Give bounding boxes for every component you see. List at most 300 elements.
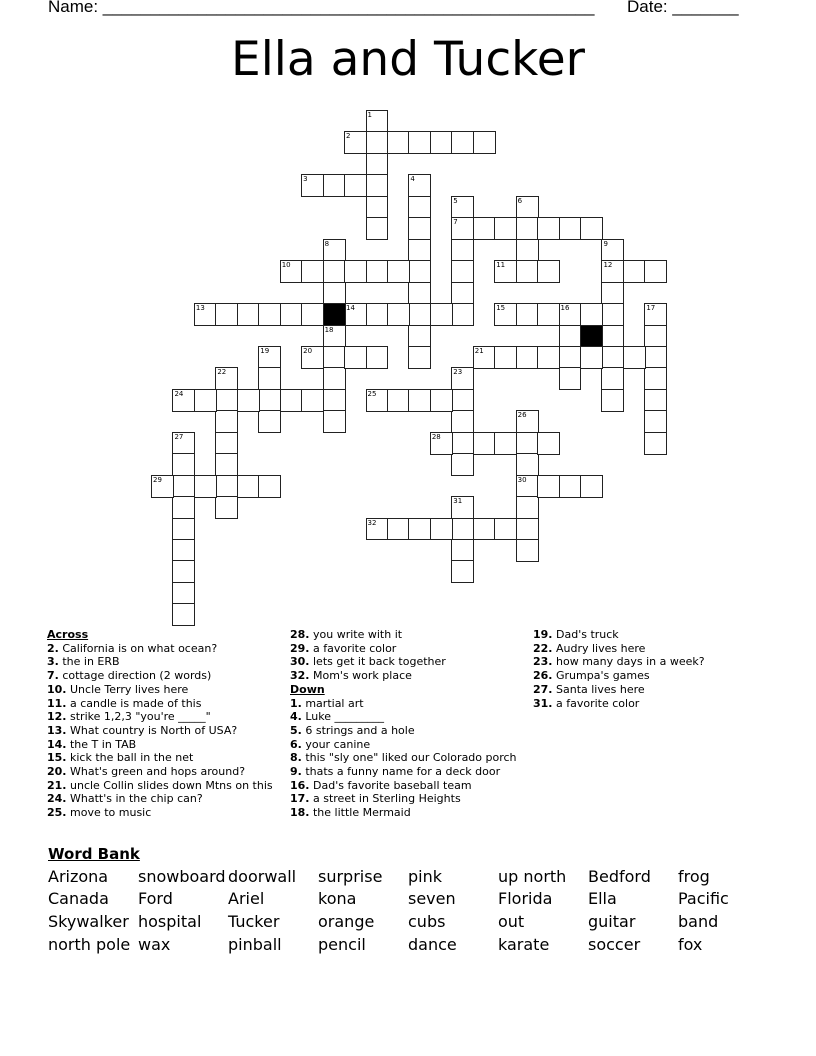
clue-number: 8 (324, 239, 330, 248)
crossword-cell[interactable] (473, 346, 496, 369)
crossword-cell[interactable] (323, 410, 346, 433)
crossword-cell[interactable] (451, 518, 474, 541)
crossword-cell[interactable] (366, 174, 389, 197)
crossword-cell[interactable] (644, 389, 667, 412)
clue-text: thats a funny name for a deck door (301, 765, 501, 779)
clues-column-3 (533, 628, 778, 710)
crossword-cell[interactable] (408, 174, 431, 197)
crossword-cell[interactable] (194, 475, 217, 498)
crossword-cell[interactable] (280, 389, 303, 412)
clue-item (290, 724, 535, 738)
crossword-cell[interactable] (516, 496, 539, 519)
crossword-cell[interactable] (258, 475, 281, 498)
word-bank-item: Canada (48, 889, 109, 908)
crossword-cell[interactable] (366, 217, 389, 240)
clue-number: 23. (533, 655, 553, 669)
crossword-cell[interactable] (301, 303, 324, 326)
crossword-cell[interactable] (601, 303, 624, 326)
crossword-cell[interactable] (344, 303, 367, 326)
word-bank-item: kona (318, 889, 357, 908)
crossword-cell[interactable] (323, 239, 346, 262)
crossword-cell[interactable] (559, 475, 582, 498)
crossword-cell[interactable] (408, 346, 431, 369)
clue-number: 7 (453, 218, 458, 227)
clue-text: uncle Collin slides down Mtns on this (66, 778, 273, 792)
crossword-cell[interactable] (408, 518, 431, 541)
word-bank-item: seven (408, 889, 456, 908)
clue-number: 9 (603, 239, 608, 248)
crossword-cell[interactable] (516, 346, 539, 369)
clue-number: 15 (496, 304, 506, 313)
clue-text: move to music (66, 806, 152, 820)
clue-number: 26 (517, 411, 527, 420)
crossword-cell[interactable] (387, 518, 410, 541)
clue-number: 13 (195, 304, 205, 313)
clue-number: 1. (290, 696, 302, 710)
clue-number: 20. (47, 765, 67, 779)
word-bank-item: wax (138, 935, 171, 954)
crossword-cell[interactable] (537, 475, 560, 498)
crossword-cell[interactable] (451, 239, 474, 262)
clue-number: 4. (290, 710, 302, 724)
crossword-cell[interactable] (301, 174, 324, 197)
crossword-cell[interactable] (601, 389, 624, 412)
word-bank-item: Ella (588, 889, 617, 908)
clue-number: 12. (47, 710, 67, 724)
crossword-cell[interactable] (473, 217, 496, 240)
clue-number: 31. (533, 696, 553, 710)
clue-number: 12 (603, 261, 613, 270)
crossword-cell[interactable] (366, 153, 389, 176)
crossword-cell[interactable] (537, 260, 560, 283)
crossword-cell[interactable] (430, 303, 453, 326)
crossword-cell[interactable] (580, 217, 603, 240)
clue-number: 32. (290, 669, 310, 683)
word-bank-item: karate (498, 935, 550, 954)
crossword-cell[interactable] (172, 453, 195, 476)
clue-number: 22 (217, 368, 227, 377)
clue-number: 16 (560, 304, 570, 313)
clue-item (290, 738, 535, 752)
clue-text: how many days in a week? (552, 655, 705, 669)
crossword-cell[interactable] (215, 496, 238, 519)
clue-item (290, 779, 535, 793)
crossword-cell[interactable] (323, 282, 346, 305)
crossword-cell[interactable] (387, 389, 410, 412)
crossword-cell[interactable] (494, 260, 517, 283)
clue-text: martial art (301, 696, 364, 710)
clue-number: 26. (533, 669, 553, 683)
crossword-cell[interactable] (258, 303, 281, 326)
crossword-cell[interactable] (408, 389, 431, 412)
clue-text: a favorite color (552, 696, 640, 710)
crossword-cell[interactable] (215, 475, 238, 498)
crossword-cell[interactable] (323, 260, 346, 283)
crossword-cell[interactable] (387, 303, 410, 326)
crossword-cell[interactable] (559, 367, 582, 390)
crossword-cell[interactable] (516, 539, 539, 562)
crossword-cell[interactable] (172, 582, 195, 605)
crossword-cell[interactable] (644, 346, 667, 369)
clue-number: 11. (47, 696, 67, 710)
crossword-cell[interactable] (644, 367, 667, 390)
crossword-cell[interactable] (623, 346, 646, 369)
crossword-cell[interactable] (430, 131, 453, 154)
crossword-cell[interactable] (430, 432, 453, 455)
crossword-cell[interactable] (559, 303, 582, 326)
word-bank-item: orange (318, 912, 375, 931)
crossword-cell[interactable] (537, 303, 560, 326)
crossword-cell[interactable] (451, 282, 474, 305)
clue-number: 28. (290, 628, 310, 641)
across-heading: Across (47, 628, 89, 641)
crossword-cell[interactable] (215, 389, 238, 412)
crossword-cell[interactable] (408, 282, 431, 305)
crossword-cell[interactable] (323, 325, 346, 348)
clue-item (290, 697, 535, 711)
crossword-cell[interactable] (580, 346, 603, 369)
crossword-cell[interactable] (366, 260, 389, 283)
clue-number: 11 (496, 261, 506, 270)
clue-item (47, 655, 292, 669)
down-heading: Down (290, 682, 325, 696)
crossword-cell[interactable] (344, 346, 367, 369)
word-bank-item: north pole (48, 935, 131, 954)
crossword-cell[interactable] (172, 539, 195, 562)
clue-item (533, 642, 778, 656)
clue-number: 3. (47, 655, 59, 669)
crossword-cell[interactable] (237, 475, 260, 498)
crossword-cell[interactable] (516, 410, 539, 433)
word-bank-item: Pacific (678, 889, 729, 908)
crossword-cell[interactable] (451, 496, 474, 519)
crossword-cell[interactable] (580, 475, 603, 498)
crossword-cell[interactable] (258, 367, 281, 390)
crossword-cell[interactable] (516, 260, 539, 283)
clue-item (533, 628, 778, 642)
crossword-cell[interactable] (623, 260, 646, 283)
clue-number: 28 (431, 432, 441, 441)
clue-text: Mom's work place (309, 669, 412, 683)
word-bank-item: pencil (318, 935, 366, 954)
clue-number: 13. (47, 723, 67, 737)
black-square (580, 325, 603, 348)
clue-item (290, 806, 535, 820)
clue-item (290, 669, 535, 683)
crossword-cell[interactable] (323, 367, 346, 390)
clue-text: lets get it back together (309, 655, 446, 669)
crossword-cell[interactable] (430, 518, 453, 541)
crossword-cell[interactable] (172, 518, 195, 541)
clue-text: What's green and hops around? (66, 765, 246, 779)
clue-text: Whatt's in the chip can? (66, 792, 203, 806)
word-bank-item: fox (678, 935, 703, 954)
clue-number: 10 (281, 261, 291, 270)
crossword-cell[interactable] (451, 303, 474, 326)
crossword-cell[interactable] (408, 131, 431, 154)
crossword-cell[interactable] (344, 260, 367, 283)
clue-text: Uncle Terry lives here (66, 682, 189, 696)
crossword-cell[interactable] (366, 303, 389, 326)
crossword-cell[interactable] (344, 174, 367, 197)
clue-number: 29. (290, 641, 310, 655)
black-square (323, 303, 346, 326)
clue-number: 18. (290, 806, 310, 820)
word-bank-item: pink (408, 867, 443, 886)
crossword-cell[interactable] (644, 303, 667, 326)
clue-text: a candle is made of this (66, 696, 202, 710)
clue-text: the little Mermaid (309, 806, 411, 820)
crossword-cell[interactable] (494, 432, 517, 455)
clues-column-1 (47, 628, 292, 820)
crossword-cell[interactable] (215, 410, 238, 433)
crossword-cell[interactable] (366, 518, 389, 541)
clue-number: 31 (453, 497, 463, 506)
crossword-cell[interactable] (323, 346, 346, 369)
clue-number: 8. (290, 751, 302, 765)
clue-number: 2. (47, 641, 59, 655)
clue-number: 6 (517, 196, 523, 205)
clue-text: 6 strings and a hole (301, 723, 415, 737)
crossword-cell[interactable] (408, 260, 431, 283)
crossword-cell[interactable] (451, 389, 474, 412)
clue-item (533, 655, 778, 669)
crossword-cell[interactable] (408, 217, 431, 240)
crossword-cell[interactable] (601, 282, 624, 305)
crossword-cell[interactable] (280, 260, 303, 283)
crossword-cell[interactable] (537, 432, 560, 455)
crossword-cell[interactable] (451, 410, 474, 433)
crossword-cell[interactable] (451, 260, 474, 283)
crossword-cell[interactable] (215, 367, 238, 390)
crossword-cell[interactable] (151, 475, 174, 498)
crossword-cell[interactable] (258, 410, 281, 433)
clue-text: the T in TAB (66, 737, 137, 751)
crossword-cell[interactable] (644, 432, 667, 455)
clue-number: 14. (47, 737, 67, 751)
clue-item (290, 765, 535, 779)
word-bank-item: Ford (138, 889, 173, 908)
crossword-cell[interactable] (194, 389, 217, 412)
crossword-cell[interactable] (494, 217, 517, 240)
clue-number: 27. (533, 682, 553, 696)
clue-number: 19. (533, 628, 553, 641)
page-title: Ella and Tucker (231, 32, 585, 87)
crossword-cell[interactable] (194, 303, 217, 326)
crossword-cell[interactable] (451, 539, 474, 562)
word-bank-item: Bedford (588, 867, 651, 886)
crossword-cell[interactable] (451, 131, 474, 154)
crossword-cell[interactable] (516, 196, 539, 219)
clue-item (47, 669, 292, 683)
word-bank-item: Skywalker (48, 912, 129, 931)
crossword-cell[interactable] (473, 131, 496, 154)
crossword-cell[interactable] (344, 131, 367, 154)
crossword-cell[interactable] (172, 560, 195, 583)
crossword-cell[interactable] (601, 367, 624, 390)
crossword-cell[interactable] (280, 303, 303, 326)
crossword-cell[interactable] (451, 453, 474, 476)
clue-number: 21 (474, 346, 484, 355)
word-bank-item: band (678, 912, 719, 931)
clue-item (47, 765, 292, 779)
crossword-cell[interactable] (301, 260, 324, 283)
clue-item (290, 710, 535, 724)
crossword-cell[interactable] (387, 260, 410, 283)
crossword-cell[interactable] (559, 325, 582, 348)
crossword-cell[interactable] (473, 518, 496, 541)
crossword-cell[interactable] (408, 196, 431, 219)
clue-item (47, 751, 292, 765)
crossword-cell[interactable] (537, 217, 560, 240)
clue-text: your canine (301, 737, 371, 751)
crossword-cell[interactable] (601, 260, 624, 283)
crossword-cell[interactable] (451, 367, 474, 390)
clue-number: 24 (174, 389, 184, 398)
crossword-cell[interactable] (215, 432, 238, 455)
clue-number: 7. (47, 669, 59, 683)
clue-number: 20 (303, 346, 313, 355)
crossword-cell[interactable] (516, 217, 539, 240)
clue-text: Dad's favorite baseball team (309, 778, 472, 792)
crossword-cell[interactable] (258, 389, 281, 412)
crossword-cell[interactable] (516, 453, 539, 476)
name-field-label: Name: ____________________________________________________ (48, 0, 595, 16)
clue-item (47, 642, 292, 656)
crossword-cell[interactable] (237, 303, 260, 326)
crossword-cell[interactable] (323, 389, 346, 412)
clue-number: 27 (174, 432, 184, 441)
clue-number: 14 (346, 304, 355, 313)
clue-item (290, 642, 535, 656)
crossword-cell[interactable] (516, 303, 539, 326)
clue-item (47, 683, 292, 697)
word-bank-item: cubs (408, 912, 446, 931)
clue-text: cottage direction (2 words) (58, 669, 212, 683)
crossword-cell[interactable] (366, 110, 389, 133)
clue-text: Dad's truck (552, 628, 619, 641)
crossword-cell[interactable] (644, 260, 667, 283)
clue-number: 25 (367, 389, 377, 398)
crossword-cell[interactable] (473, 432, 496, 455)
crossword-cell[interactable] (323, 174, 346, 197)
date-field-label: Date: _______ (627, 0, 739, 16)
clue-text: Santa lives here (552, 682, 645, 696)
crossword-cell[interactable] (601, 325, 624, 348)
clue-number: 25. (47, 806, 67, 820)
crossword-cell[interactable] (494, 346, 517, 369)
word-bank-item: Florida (498, 889, 553, 908)
word-bank-item: soccer (588, 935, 641, 954)
word-bank-item: pinball (228, 935, 282, 954)
crossword-cell[interactable] (451, 432, 474, 455)
clue-number: 4 (410, 175, 415, 184)
clue-item (290, 655, 535, 669)
crossword-cell[interactable] (580, 303, 603, 326)
word-bank-item: dance (408, 935, 457, 954)
crossword-cell[interactable] (172, 475, 195, 498)
crossword-cell[interactable] (215, 303, 238, 326)
clue-number: 15. (47, 751, 67, 765)
word-bank-item: snowboard (138, 867, 226, 886)
crossword-cell[interactable] (172, 389, 195, 412)
clue-number: 19 (260, 346, 270, 355)
crossword-cell[interactable] (366, 389, 389, 412)
crossword-cell[interactable] (301, 389, 324, 412)
crossword-cell[interactable] (451, 560, 474, 583)
clue-number: 6. (290, 737, 302, 751)
word-bank-item: hospital (138, 912, 202, 931)
clue-number: 9. (290, 765, 302, 779)
crossword-cell[interactable] (258, 346, 281, 369)
clue-number: 10. (47, 682, 67, 696)
crossword-cell[interactable] (644, 410, 667, 433)
crossword-cell[interactable] (215, 453, 238, 476)
word-bank-item: frog (678, 867, 710, 886)
crossword-cell[interactable] (172, 432, 195, 455)
clue-text: Audry lives here (552, 641, 646, 655)
clue-number: 21. (47, 778, 67, 792)
clue-text: Grumpa's games (552, 669, 650, 683)
crossword-cell[interactable] (559, 346, 582, 369)
crossword-cell[interactable] (644, 325, 667, 348)
crossword-cell[interactable] (408, 239, 431, 262)
crossword-cell[interactable] (366, 196, 389, 219)
crossword-cell[interactable] (601, 239, 624, 262)
clue-number: 18 (324, 325, 334, 334)
clue-item (533, 669, 778, 683)
crossword-cell[interactable] (172, 496, 195, 519)
word-bank-item: doorwall (228, 867, 297, 886)
crossword-cell[interactable] (408, 325, 431, 348)
clue-text: Luke _________ (301, 710, 384, 724)
crossword-cell[interactable] (516, 475, 539, 498)
clue-text: a favorite color (309, 641, 397, 655)
clue-item (47, 697, 292, 711)
clue-text: What country is North of USA? (66, 723, 238, 737)
crossword-cell[interactable] (430, 389, 453, 412)
clue-text: California is on what ocean? (58, 641, 218, 655)
crossword-cell[interactable] (237, 389, 260, 412)
crossword-cell[interactable] (408, 303, 431, 326)
word-bank-item: out (498, 912, 525, 931)
word-bank-item: Tucker (228, 912, 280, 931)
crossword-cell[interactable] (366, 346, 389, 369)
clue-item (533, 683, 778, 697)
crossword-cell[interactable] (516, 432, 539, 455)
clue-text: you write with it (309, 628, 403, 641)
clue-item (47, 710, 292, 724)
crossword-cell[interactable] (516, 518, 539, 541)
word-bank-item: guitar (588, 912, 636, 931)
crossword-cell[interactable] (172, 603, 195, 626)
crossword-cell[interactable] (601, 346, 624, 369)
crossword-cell[interactable] (366, 131, 389, 154)
crossword-cell[interactable] (494, 518, 517, 541)
clue-item (47, 792, 292, 806)
clue-item (47, 724, 292, 738)
clue-text: this "sly one" liked our Colorado porch (301, 751, 517, 765)
crossword-cell[interactable] (301, 346, 324, 369)
crossword-cell[interactable] (387, 131, 410, 154)
crossword-cell[interactable] (516, 239, 539, 262)
crossword-cell[interactable] (494, 303, 517, 326)
word-bank-item: up north (498, 867, 567, 886)
crossword-cell[interactable] (451, 196, 474, 219)
crossword-cell[interactable] (559, 217, 582, 240)
crossword-cell[interactable] (537, 346, 560, 369)
crossword-cell[interactable] (451, 217, 474, 240)
